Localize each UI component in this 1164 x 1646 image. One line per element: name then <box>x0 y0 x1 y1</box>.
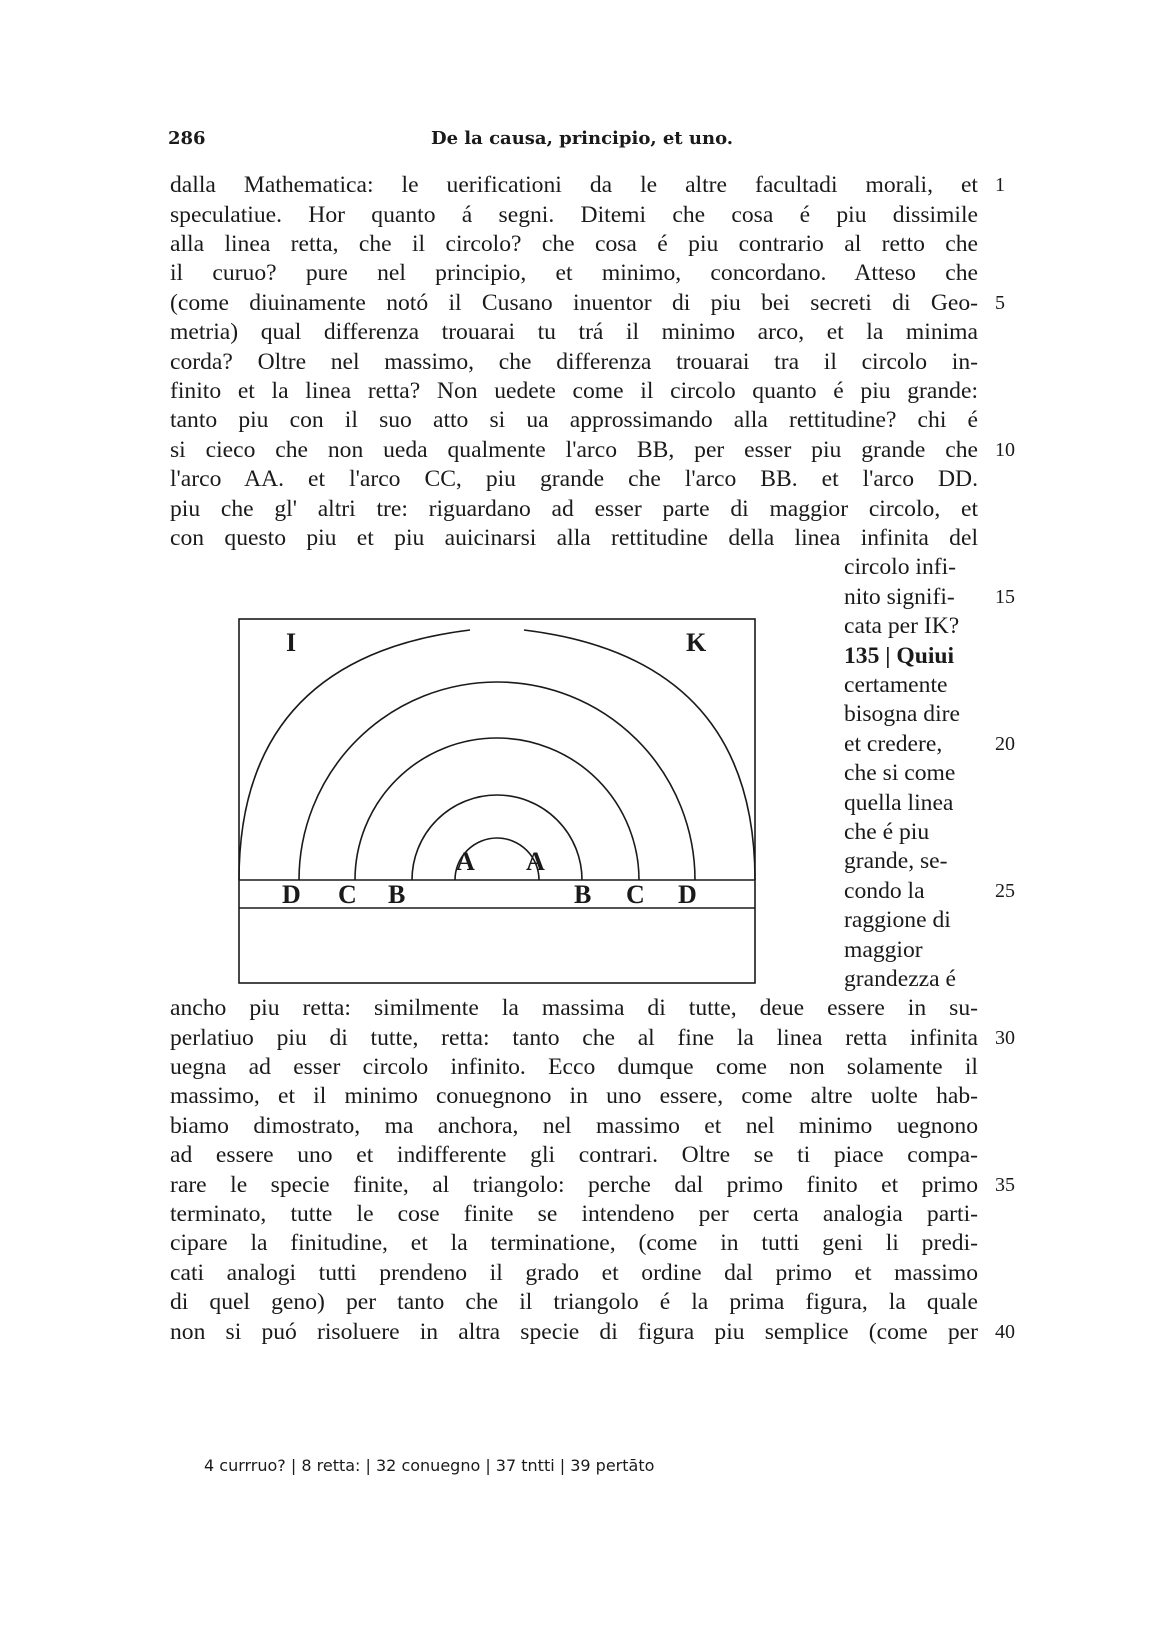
side-text-line: maggior <box>844 937 923 963</box>
line-number: 20 <box>995 733 1015 755</box>
text-line: speculatiue. Hor quanto á segni. Ditemi che cosa é piu dissimile <box>170 202 978 228</box>
figure-label-i: I <box>286 628 297 657</box>
text-line: (come diuinamente notó il Cusano inuentor di piu bei secreti di Geo- <box>170 290 978 316</box>
page-number: 286 <box>168 128 206 149</box>
text-line: rare le specie finite, al triangolo: perche dal primo finito et primo <box>170 1172 978 1198</box>
text-line: corda? Oltre nel massimo, che differenza trouarai tra il circolo in- <box>170 349 978 375</box>
text-line: tanto piu con il suo atto si ua approssimando alla rettitudine? chi é <box>170 407 978 433</box>
text-line: metria) qual differenza trouarai tu trá il minimo arco, et la minima <box>170 319 978 345</box>
side-text-line: et credere, <box>844 731 943 757</box>
line-number: 1 <box>995 174 1005 196</box>
line-number: 40 <box>995 1321 1015 1343</box>
text-line: alla linea retta, che il circolo? che cosa é piu contrario al retto che <box>170 231 978 257</box>
figure-frame <box>239 619 755 983</box>
side-text-line: grande, se- <box>844 848 948 874</box>
figure-label-d-right: D <box>678 880 697 909</box>
text-line: ancho piu retta: similmente la massima di tutte, deue essere in su- <box>170 995 978 1021</box>
text-line: il curuo? pure nel principio, et minimo, concordano. Atteso che <box>170 260 978 286</box>
figure-label-c-right: C <box>626 880 645 909</box>
text-line: terminato, tutte le cose finite se intendeno per certa analogia parti- <box>170 1201 978 1227</box>
text-line: biamo dimostrato, ma anchora, nel massimo et nel minimo uegnono <box>170 1113 978 1139</box>
side-text-line: certamente <box>844 672 948 698</box>
figure-label-k: K <box>686 628 707 657</box>
line-number: 10 <box>995 439 1015 461</box>
line-number: 5 <box>995 292 1005 314</box>
line-number: 25 <box>995 880 1015 902</box>
text-line: perlatiuo piu di tutte, retta: tanto che al fine la linea retta infinita <box>170 1025 978 1051</box>
footnote-apparatus: 4 currruo? | 8 retta: | 32 conuegno | 37 tntti | 39 pertāto <box>204 1456 655 1475</box>
text-line: piu che gl' altri tre: riguardano ad esser parte di maggior circolo, et <box>170 496 978 522</box>
side-text-line: condo la <box>844 878 925 904</box>
side-text-line: 135 | Quiui <box>844 643 955 669</box>
text-line: ad essere uno et indifferente gli contrari. Oltre se ti piace compa- <box>170 1142 978 1168</box>
text-line: si cieco che non ueda qualmente l'arco BB, per esser piu grande che <box>170 437 978 463</box>
text-line: con questo piu et piu auicinarsi alla rettitudine della linea infinita del <box>170 525 978 551</box>
side-text-line: che é piu <box>844 819 930 845</box>
line-number: 35 <box>995 1174 1015 1196</box>
semicircle-diagram <box>238 618 756 984</box>
line-number: 30 <box>995 1027 1015 1049</box>
text-line: dalla Mathematica: le uerificationi da le altre facultadi morali, et <box>170 172 978 198</box>
side-text-line: bisogna dire <box>844 701 960 727</box>
arc-cc <box>355 738 639 880</box>
figure-label-c-left: C <box>338 880 357 909</box>
side-text-line: cata per IK? <box>844 613 960 639</box>
side-text-line: nito signifi- <box>844 584 955 610</box>
side-text-line: quella linea <box>844 790 954 816</box>
figure-label-a-right: A <box>526 847 545 876</box>
text-line: finito et la linea retta? Non uedete come il circolo quanto é piu grande: <box>170 378 978 404</box>
text-line: cati analogi tutti prendeno il grado et ordine dal primo et massimo <box>170 1260 978 1286</box>
arc-k-outer <box>524 630 755 880</box>
running-title: De la causa, principio, et uno. <box>430 128 734 149</box>
side-text-line: che si come <box>844 760 956 786</box>
text-line: cipare la finitudine, et la terminatione, (come in tutti geni li predi- <box>170 1230 978 1256</box>
side-text-line: raggione di <box>844 907 951 933</box>
figure-label-b-right: B <box>574 880 592 909</box>
figure-label-d-left: D <box>282 880 301 909</box>
text-line: non si puó risoluere in altra specie di figura piu semplice (come per <box>170 1319 978 1345</box>
text-line: massimo, et il minimo conuegnono in uno essere, come altre uolte hab- <box>170 1083 978 1109</box>
side-text-line: grandezza é <box>844 966 956 992</box>
line-number: 15 <box>995 586 1015 608</box>
page-header <box>0 128 1164 158</box>
side-text-line: circolo infi- <box>844 554 957 580</box>
arc-i-outer <box>239 630 470 880</box>
text-line: l'arco AA. et l'arco CC, piu grande che l'arco BB. et l'arco DD. <box>170 466 978 492</box>
figure-label-b-left: B <box>388 880 406 909</box>
figure-label-a-left: A <box>456 847 475 876</box>
text-line: di quel geno) per tanto che il triangolo é la prima figura, la quale <box>170 1289 978 1315</box>
text-line: uegna ad esser circolo infinito. Ecco dumque come non solamente il <box>170 1054 978 1080</box>
